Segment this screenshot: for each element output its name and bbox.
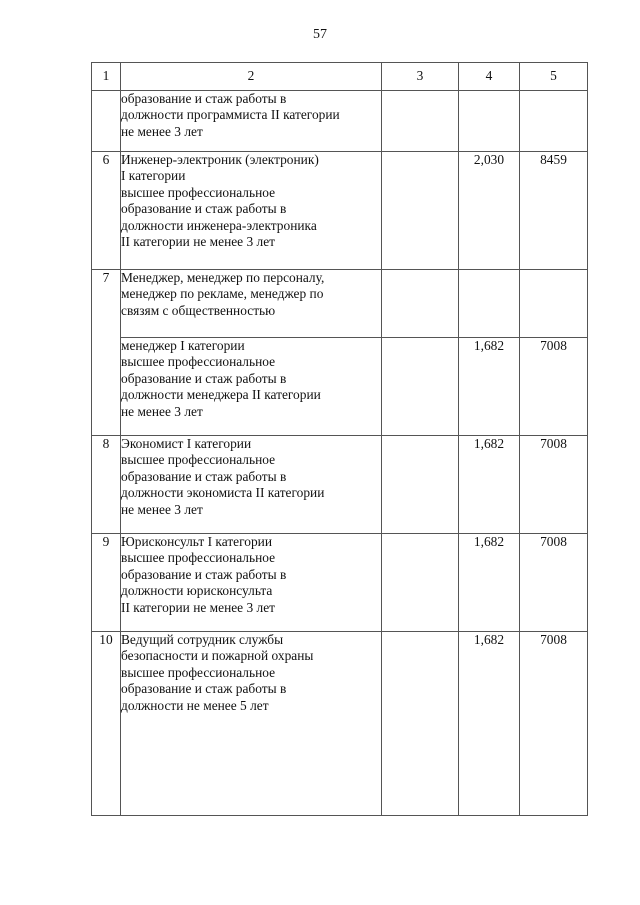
header-cell-2: 2 [121,63,382,91]
position-description: образование и стаж работы в должности программиста II категории не менее 3 лет [121,91,382,152]
header-row [92,63,588,91]
coefficient-cell: 1,682 [459,632,520,816]
row-number: 6 [92,152,121,270]
col3-cell [382,270,459,338]
row-number: 10 [92,632,121,816]
col3-cell [382,436,459,534]
table-row [92,91,588,152]
header-cell-5: 5 [520,63,588,91]
row-number: 7 [92,270,121,436]
salary-cell: 8459 [520,152,588,270]
salary-cell: 7008 [520,338,588,436]
col3-cell [382,91,459,152]
salary-cell: 7008 [520,534,588,632]
position-description: Юрисконсульт I категории высшее профессиональное образование и стаж работы в должности юрисконсульта II категории не менее 3 лет [121,534,382,632]
salary-cell [520,91,588,152]
row-number [92,91,121,152]
table-row [92,270,588,338]
header-cell-1: 1 [92,63,121,91]
header-cell-3: 3 [382,63,459,91]
salary-cell: 7008 [520,436,588,534]
position-description: менеджер I категории высшее профессиональное образование и стаж работы в должности менеджера II категории не менее 3 лет [121,338,382,436]
position-description: Экономист I категории высшее профессиональное образование и стаж работы в должности экономиста II категории не менее 3 лет [121,436,382,534]
col3-cell [382,534,459,632]
position-description: Менеджер, менеджер по персоналу, менеджер по рекламе, менеджер по связям с общественностью [121,270,382,338]
salary-cell: 7008 [520,632,588,816]
table-row [92,152,588,270]
salary-cell [520,270,588,338]
col3-cell [382,338,459,436]
position-description: Ведущий сотрудник службы безопасности и пожарной охраны высшее профессиональное образование и стаж работы в должности не менее 5 лет [121,632,382,816]
col3-cell [382,632,459,816]
table-row [92,436,588,534]
coefficient-cell [459,270,520,338]
coefficient-cell: 1,682 [459,436,520,534]
coefficient-cell [459,91,520,152]
row-number: 8 [92,436,121,534]
staff-table [91,62,588,816]
col3-cell [382,152,459,270]
coefficient-cell: 2,030 [459,152,520,270]
coefficient-cell: 1,682 [459,534,520,632]
table-row [92,632,588,816]
table-row [92,534,588,632]
row-number: 9 [92,534,121,632]
table-row [92,338,588,436]
header-cell-4: 4 [459,63,520,91]
position-description: Инженер-электроник (электроник) I категории высшее профессиональное образование и стаж работы в должности инженера-электроника II категории не менее 3 лет [121,152,382,270]
page-number: 57 [313,27,327,42]
coefficient-cell: 1,682 [459,338,520,436]
